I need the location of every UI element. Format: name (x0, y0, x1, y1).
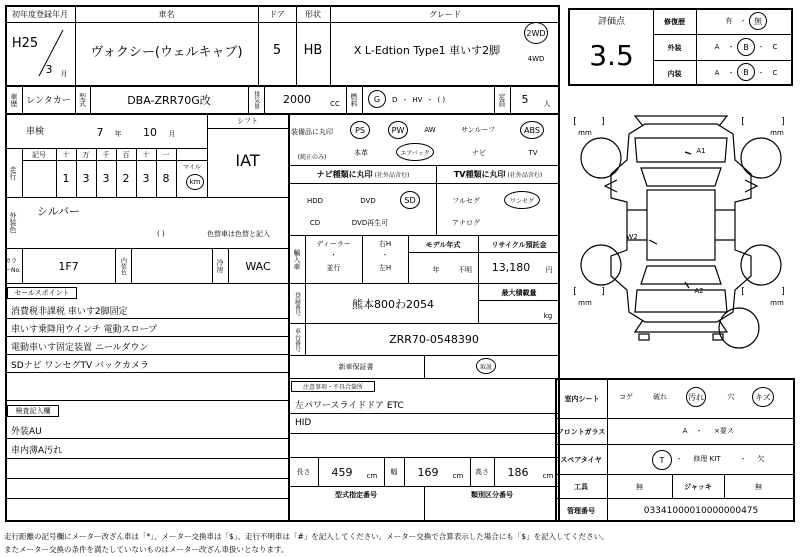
length-label: 長さ (296, 468, 311, 476)
shift-label: シフト (237, 117, 258, 125)
fuel-dot-1: ・ (401, 95, 409, 104)
sales-point-line-2: 電動車いす固定装置 ニールダウン (11, 342, 149, 353)
notes-line-0: 左パワースライドドア ETC (295, 400, 404, 411)
equipment-leather: 本革 (354, 149, 368, 157)
color-label: 外装色 (9, 212, 17, 233)
fuel-hv: HV (412, 95, 423, 104)
tv-fullseg: フルセグ (452, 197, 480, 205)
chassis-label: 車台番号 (293, 327, 301, 352)
spare-t-circled: T (652, 450, 672, 470)
inspection-label: 車検 (25, 126, 44, 137)
seat-scratch-circled: キズ (752, 387, 774, 407)
import-parallel: 並行 (326, 264, 341, 272)
equipment-ps-circled: PS (350, 121, 370, 139)
equipment-pw-circled: PW (388, 121, 408, 139)
chassis-value: ZRR70-0548390 (389, 332, 479, 346)
rear-left-bracket-open: [ (573, 287, 577, 297)
manual-circled: 取説 (476, 358, 496, 374)
import-label: 輸入車 (293, 249, 301, 270)
inspection-year: 7 (96, 125, 104, 139)
recycle-unit: 円 (545, 266, 553, 274)
inspector-line-1: 車内薄A汚れ (11, 445, 63, 456)
navi-cd: CD (309, 219, 321, 227)
color-code-label: カラーNo. (5, 258, 21, 274)
equipment-aw: AW (424, 126, 436, 134)
interior-grade-a: A (714, 69, 720, 77)
repair-no-circled: 無 (749, 12, 767, 30)
height-label: 高さ (475, 468, 489, 476)
car-name-label: 車名 (158, 9, 175, 19)
body-shape: HB (303, 42, 323, 58)
exterior-score-label: 外装 (667, 44, 682, 52)
front-right-mm: mm (770, 129, 784, 137)
import-left-hand: 左H (378, 264, 392, 272)
notes-label: 注意事項・不具合箇所 (291, 381, 375, 392)
fuel-options (388, 86, 492, 113)
equipment-label: 装備品に丸印 (291, 128, 333, 136)
seat-burn: コゲ (619, 393, 633, 401)
recycle-label: リサイクル預託金 (491, 240, 547, 249)
navi-hdd: HDD (306, 197, 324, 205)
notes-line-1: HID (295, 418, 312, 428)
height-unit: cm (542, 472, 554, 480)
damage-mark-w2: W2 (626, 233, 638, 241)
reg-year-label: 初年度登録年月 (12, 9, 68, 19)
seat-label: 室内シート (564, 394, 600, 403)
tv-type-title: TV種類に丸印 (453, 170, 506, 179)
mile-label: マイル (183, 163, 201, 171)
interior-color-label: 内装色 (119, 257, 127, 275)
reg-month: 3 (45, 62, 53, 76)
grade-value: X L-Edtion Type1 車いす2脚 (353, 44, 501, 57)
front-left-mm: mm (578, 129, 592, 137)
score-label: 評価点 (597, 16, 625, 27)
tv-analog: アナログ (452, 219, 480, 227)
reg-month-unit: 月 (60, 70, 68, 78)
score-value: 3.5 (589, 38, 634, 72)
fuel-label: 燃料 (350, 92, 358, 107)
repair-yes: 有 (725, 17, 733, 25)
inspection-month-unit: 月 (168, 130, 176, 138)
rear-left-mm: mm (578, 299, 592, 307)
footer-note-line-1: 走行距離の記号欄にメーター改ざん車は「*」、メーター交換車は「$」、走行不明車は「#」を記入してください。メーター交換で合算表示した場合にも「$」を記入してください。 (4, 532, 609, 541)
height-value: 186 (507, 465, 529, 479)
digit-label-3: 百 (122, 150, 130, 159)
model-value: DBA-ZRR70G改 (127, 93, 211, 107)
length-value: 459 (331, 465, 353, 479)
damage-mark-a2: A2 (694, 287, 704, 295)
navi-dvd: DVD (360, 197, 376, 205)
mileage-label: 走行 (9, 165, 17, 180)
digit-label-1: 万 (82, 150, 90, 159)
fuel-g-circled: G (368, 90, 386, 108)
management-number: 03341000010000000475 (643, 506, 759, 516)
color-paren: ( ) (157, 230, 165, 238)
damage-mark-a1: A1 (696, 147, 706, 155)
model-year-unit: 年 (432, 266, 440, 274)
rear-right-bracket-close: ] (781, 287, 785, 297)
windshield-replace: ×要ス (714, 427, 734, 435)
rear-left-bracket-close: ] (601, 287, 605, 297)
exterior-grade-a: A (714, 43, 720, 51)
windshield-dot: ・ (695, 427, 703, 435)
drive-4wd: 4WD (527, 55, 545, 63)
tv-type-label (436, 166, 560, 183)
history-label: 車歴 (10, 92, 18, 107)
inspection-month: 10 (143, 125, 157, 139)
inspector-label: 検査記入欄 (7, 405, 59, 417)
km-circled: km (186, 174, 204, 190)
exterior-dot-2: ・ (757, 43, 765, 51)
front-right-bracket-open: [ (741, 117, 745, 127)
drive-2wd-circled: 2WD (524, 22, 548, 44)
rear-right-mm: mm (770, 299, 784, 307)
sales-points-label: セールスポイント (7, 287, 77, 299)
door-label: ドア (269, 9, 285, 19)
recycle-value: 13,180 (491, 260, 531, 274)
tv-type-sub: (社外品含む) (507, 172, 543, 179)
model-year-label: モデル年式 (425, 240, 461, 249)
shape-label: 形状 (305, 9, 321, 19)
equipment-tv: TV (528, 149, 538, 157)
mileage-digit-0: 1 (62, 171, 70, 185)
digit-label-5: 一 (162, 150, 170, 159)
mileage-digit-5: 8 (162, 171, 170, 185)
interior-grade-b-circled: B (737, 63, 755, 81)
windshield-a: A (682, 427, 688, 435)
jack-label: ジャッキ (684, 483, 712, 491)
capacity-value: 5 (521, 93, 529, 106)
fuel-other: ( ) (437, 95, 446, 104)
car-name: ヴォクシー(ウェルキャブ) (90, 44, 243, 60)
spare-dot-1: ・ (675, 455, 683, 463)
inspector-line-0: 外装AU (11, 426, 42, 437)
tv-oneseg-circled: ワンセグ (504, 191, 540, 209)
navi-type-label (290, 166, 436, 183)
max-load-label: 最大積載量 (501, 288, 537, 297)
capacity-unit: 人 (543, 100, 551, 108)
sales-point-line-3: SDナビ ワンセグTV バックカメラ (11, 360, 150, 371)
navi-type-sub: (社外品含む) (374, 172, 410, 179)
equipment-abs-circled: ABS (520, 121, 544, 139)
equipment-airbag-circled: エアバック (396, 143, 434, 161)
front-left-bracket-close: ] (601, 117, 605, 127)
footer-note-line-2: またメーター交換の条件を満たしていないものはメーター改ざん車扱いとなります。 (4, 545, 289, 554)
import-right-hand: 右H (378, 240, 392, 248)
spare-dot-2: ・ (739, 455, 747, 463)
ac-value: WAC (245, 259, 271, 273)
front-left-bracket-open: [ (573, 117, 577, 127)
exterior-grade-b-circled: B (737, 38, 755, 56)
interior-dot-1: ・ (727, 69, 735, 77)
repair-dot: ・ (739, 17, 747, 25)
width-value: 169 (417, 465, 439, 479)
door-count: 5 (272, 42, 282, 58)
cc-unit: CC (330, 100, 340, 108)
fuel-d: D (392, 95, 398, 104)
category-label: 類別区分番号 (471, 491, 513, 499)
interior-grade-c: C (772, 69, 778, 77)
tools-value: 無 (636, 483, 643, 491)
import-dealer: ディーラー (316, 240, 351, 248)
management-number-label: 管理番号 (567, 507, 595, 515)
model-label: 型式 (78, 92, 87, 107)
displacement-label: 排気量 (252, 90, 260, 109)
sales-point-line-0: 消費税非課税 車いす2脚固定 (11, 306, 128, 317)
ac-label: 冷房 (216, 259, 224, 273)
mileage-digit-2: 3 (102, 171, 110, 185)
model-year-unknown: 不明 (458, 266, 472, 274)
mileage-digit-1: 3 (82, 171, 90, 185)
navi-dvd-playback: DVD再生可 (351, 219, 389, 227)
color-change-note: 色替車は色替と記入 (207, 230, 270, 238)
shift-value: IAT (235, 150, 260, 170)
warranty-book: 新車保証書 (338, 363, 374, 371)
mileage-digit-3: 2 (122, 171, 130, 185)
color-code: 1F7 (58, 259, 79, 273)
fuel-dot-2: ・ (426, 95, 434, 104)
equipment-sub-label: (純正のみ) (297, 153, 327, 161)
digit-label-0: 十 (62, 150, 70, 159)
registration-label: 登録番号 (293, 292, 301, 316)
front-right-bracket-close: ] (781, 117, 785, 127)
code-label: 記号 (32, 150, 46, 159)
repair-label: 修復歴 (664, 18, 685, 26)
length-unit: cm (366, 472, 378, 480)
displacement-value: 2000 (283, 93, 311, 106)
rental-value: レンタカー (26, 96, 71, 106)
car-outline-drawing (565, 90, 797, 375)
width-label: 幅 (390, 468, 398, 476)
digit-label-2: 千 (102, 150, 110, 159)
navi-type-title: ナビ種類に丸印 (316, 170, 373, 179)
mileage-digit-4: 3 (142, 171, 150, 185)
registration-value: 熊本800わ2054 (352, 298, 434, 311)
windshield-label: フロントガラス (556, 428, 606, 436)
width-unit: cm (452, 472, 464, 480)
spare-tire-label: スペアタイヤ (560, 456, 602, 464)
color-value: シルバー (37, 205, 80, 218)
equipment-navi: ナビ (472, 149, 486, 157)
interior-dot-2: ・ (757, 69, 765, 77)
seat-stain-circled: 汚れ (686, 387, 706, 407)
spare-none: 欠 (757, 455, 765, 463)
car-diagram (565, 90, 797, 375)
grade-label: グレード (429, 9, 461, 19)
rear-right-bracket-open: [ (741, 287, 745, 297)
seat-hole: 穴 (727, 393, 735, 401)
inspection-year-unit: 年 (114, 130, 122, 138)
exterior-dot-1: ・ (727, 43, 735, 51)
import-dot-2: ・ (381, 251, 389, 259)
interior-score-label: 内装 (667, 70, 682, 78)
sales-point-line-1: 車いす乗降用ウインチ 電動スロープ (11, 324, 158, 335)
equipment-sunroof: サンルーフ (460, 126, 496, 134)
digit-label-4: 十 (142, 150, 150, 159)
spare-repair-kit: 修理 KIT (693, 455, 721, 463)
capacity-label: 定員 (498, 92, 506, 107)
import-dot-1: ・ (330, 251, 337, 259)
tools-label: 工具 (574, 483, 588, 491)
jack-value: 無 (755, 483, 762, 491)
era-year: H25 (11, 35, 39, 51)
navi-sd-circled: SD (400, 191, 420, 209)
max-load-unit: kg (543, 312, 553, 320)
exterior-grade-c: C (772, 43, 778, 51)
type-designation-label: 型式指定番号 (335, 491, 377, 499)
seat-tear: 破れ (653, 393, 667, 401)
